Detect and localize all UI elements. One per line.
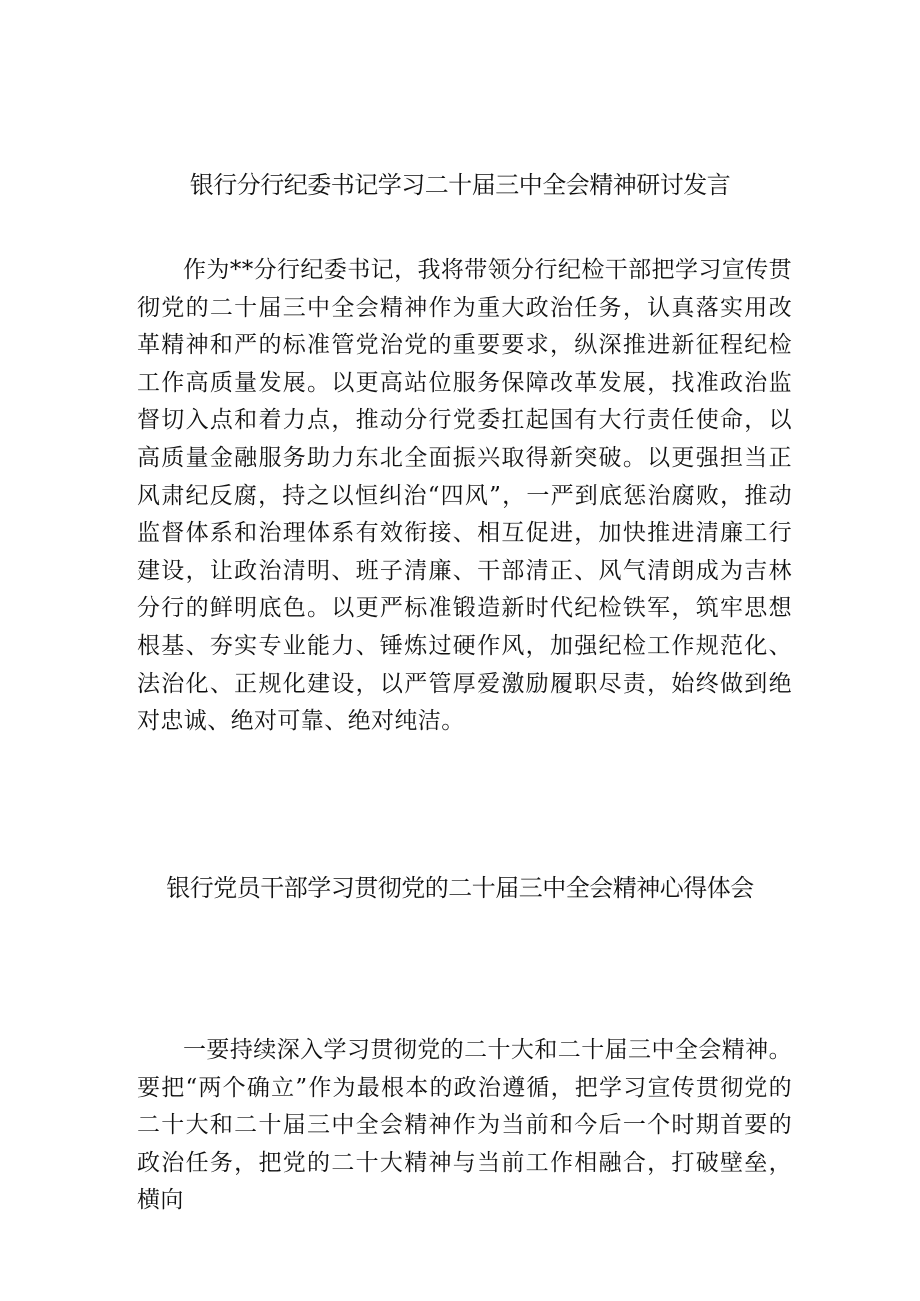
section2-title: 银行党员干部学习贯彻党的二十届三中全会精神心得体会 bbox=[166, 874, 754, 902]
section2-body: 一要持续深入学习贯彻党的二十大和二十届三中全会精神。要把“两个确立”作为最根本的政治遵循，把学习宣传贯彻党的二十大和二十届三中全会精神作为当前和今后一个时期首要的政治任务，把党的二十大精神与当前工作相融合，打破壁垒，横向 bbox=[137, 1037, 792, 1214]
section1-title: 银行分行纪委书记学习二十届三中全会精神研讨发言 bbox=[189, 171, 731, 199]
section1-body: 作为**分行纪委书记，我将带领分行纪检干部把学习宣传贯彻党的二十届三中全会精神作为重大政治任务，认真落实用改革精神和严的标准管党治党的重要要求，纵深推进新征程纪检工作高质量发展。以更高站位服务保障改革发展，找准政治监督切入点和着力点，推动分行党委扛起国有大行责任使命，以高质量金融服务助力东北全面振兴取得新突破。以更强担当正风肃纪反腐，持之以恒纠治“四风”，一严到底惩治腐败，推动监督体系和治理体系有效衔接、相互促进，加快推进清廉工行建设，让政治清明、班子清廉、干部清正、风气清朗成为吉林分行的鲜明底色。以更严标准锻造新时代纪检铁军，筑牢思想根基、夯实专业能力、锤炼过硬作风，加强纪检工作规范化、法治化、正规化建设，以严管厚爱激励履职尽责，始终做到绝对忠诚、绝对可靠、绝对纯洁。 bbox=[137, 257, 792, 735]
